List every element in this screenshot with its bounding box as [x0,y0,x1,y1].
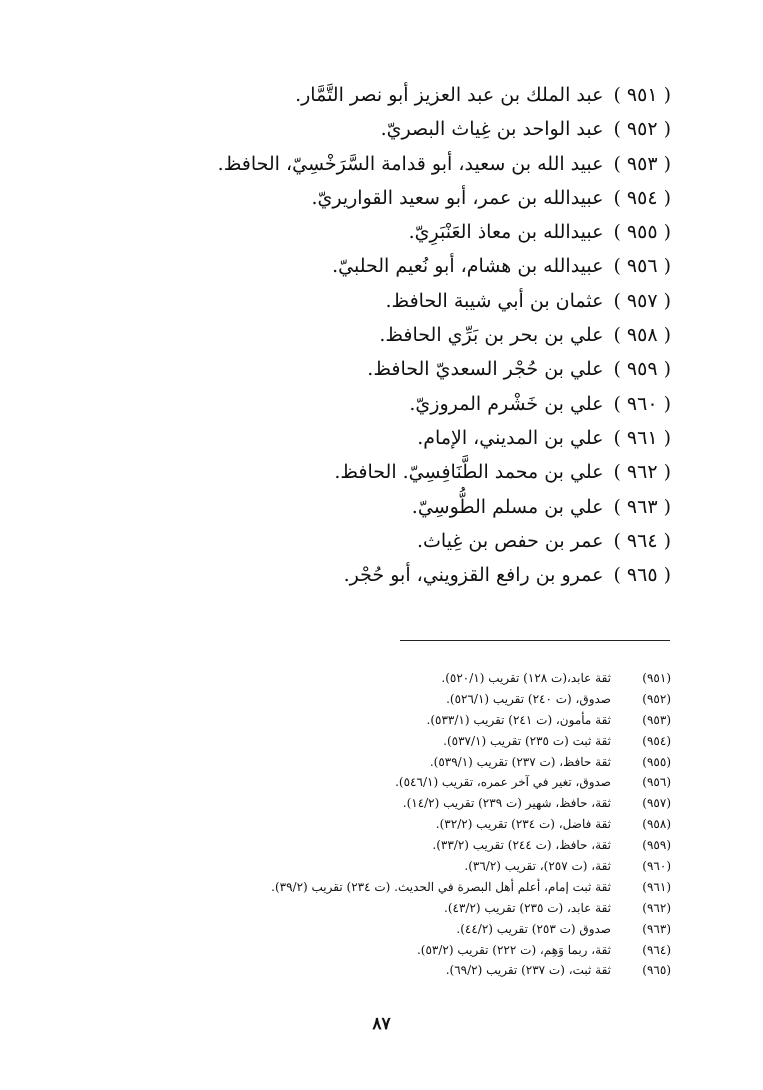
footnote-text: ثقة ثبت، (ت ٢٣٧) تقريب (٦٩/٢). [445,963,611,978]
footnote [111,814,671,835]
narrator-list [151,78,671,592]
entry-text: عبيدالله بن عمر، أبو سعيد القواريريّ. [311,186,604,209]
footnote-text: ثقة ثبت إمام، أعلم أهل البصرة في الحديث. (ت ٢٣٤) تقريب (٣٩/٢). [271,879,611,894]
footnote [111,731,671,752]
narrator-entry [151,352,671,386]
footnote [111,668,671,689]
narrator-entry [151,558,671,592]
footnote-number: (٩٦٢) [642,900,671,915]
entry-text: عبيدالله بن هشام، أبو نُعيم الحلبيّ. [332,255,604,278]
footnote-number: (٩٦١) [642,879,671,894]
narrator-entry [151,421,671,455]
entry-number: ( ٩٥٧ ) [613,289,671,312]
footnote-divider [400,640,670,641]
footnote-number: (٩٥٦) [642,775,671,790]
footnote [111,919,671,940]
footnote [111,960,671,981]
footnote-number: (٩٥٥) [642,754,671,769]
narrator-entry [151,490,671,524]
entry-text: عبد الملك بن عبد العزيز أبو نصر التَّمَّار. [295,84,604,106]
footnote-number: (٩٥٧) [642,796,671,811]
narrator-entry [151,215,671,249]
entry-number: ( ٩٦٠ ) [613,392,671,415]
narrator-entry [151,284,671,318]
entry-number: ( ٩٥٨ ) [613,324,671,347]
footnote-number: (٩٥٣) [642,712,671,727]
narrator-entry [151,112,671,146]
entry-number: ( ٩٦٥ ) [613,564,671,587]
footnote-text: ثقة ثبت (ت ٢٣٥) تقريب (٥٣٧/١). [443,733,611,748]
footnote-text: صدوق (ت ٢٥٣) تقريب (٤٤/٢). [456,921,611,936]
entry-number: ( ٩٥٣ ) [613,152,671,175]
narrator-entry [151,318,671,352]
entry-number: ( ٩٦٢ ) [613,461,671,484]
footnote-list [111,668,671,981]
entry-number: ( ٩٦١ ) [613,426,671,449]
entry-number: ( ٩٦٣ ) [613,495,671,518]
entry-number: ( ٩٥٥ ) [613,221,671,244]
entry-text: عثمان بن أبي شيبة الحافظ. [385,289,604,312]
narrator-entry [151,181,671,215]
footnote-number: (٩٦٤) [642,942,671,957]
footnote [111,793,671,814]
footnote [111,689,671,710]
footnote-text: ثقة، ربما وَهِم، (ت ٢٢٢) تقريب (٥٣/٢). [416,942,611,957]
entry-text: علي بن حُجْر السعديّ الحافظ. [367,358,604,381]
entry-text: عبيد الله بن سعيد، أبو قدامة السَّرَخْسِيّ، الحافظ. [217,152,604,175]
footnote [111,898,671,919]
entry-number: ( ٩٥٦ ) [613,255,671,278]
entry-text: عبد الواحد بن غِياث البصريّ. [380,118,604,141]
footnote-number: (٩٥٨) [642,817,671,832]
entry-number: ( ٩٥٢ ) [613,118,671,141]
footnote-text: ثقة، حافظ، شهير (ت ٢٣٩) تقريب (١٤/٢). [402,796,611,811]
narrator-entry [151,78,671,112]
entry-text: علي بن المديني، الإمام. [417,426,604,449]
entry-text: علي بن خَشْرم المروزيّ. [409,392,604,415]
footnote-text: ثقة عابد،(ت ١٢٨) تقريب (٥٢٠/١). [441,671,611,685]
footnote [111,752,671,773]
entry-number: ( ٩٥١ ) [613,84,671,106]
narrator-entry [151,249,671,283]
narrator-entry [151,147,671,181]
footnote-text: ثقة، (ت ٢٥٧)، تقريب (٣٦/٢). [464,859,611,874]
footnote [111,835,671,856]
entry-text: عمرو بن رافع القزويني، أبو حُجْر. [343,564,604,587]
footnote-number: (٩٥١) [642,671,671,685]
footnote [111,772,671,793]
entry-number: ( ٩٦٤ ) [613,529,671,552]
entry-text: علي بن مسلم الطُّوسِيّ. [411,495,604,518]
footnote [111,856,671,877]
footnote-text: ثقة حافظ، (ت ٢٣٧) تقريب (٥٣٩/١). [429,754,611,769]
footnote-text: ثقة مأمون، (ت ٢٤١) تقريب (٥٣٣/١). [426,712,611,727]
footnote [111,710,671,731]
narrator-entry [151,455,671,489]
entry-text: عمر بن حفص بن غِياث. [416,529,604,552]
footnote-number: (٩٦٠) [642,859,671,874]
footnote-number: (٩٦٥) [642,963,671,978]
footnote-number: (٩٥٤) [642,733,671,748]
footnote-number: (٩٥٩) [642,838,671,853]
entry-text: علي بن محمد الطَّنَافِسِيّ. الحافظ. [334,461,604,484]
footnote-number: (٩٥٢) [642,691,671,706]
footnote [111,940,671,961]
footnote-text: صدوق، (ت ٢٤٠) تقريب (٥٢٦/١). [446,691,611,706]
entry-number: ( ٩٥٤ ) [613,186,671,209]
footnote-text: صدوق، تغير في آخر عمره، تقريب (٥٤٦/١). [395,775,611,790]
entry-text: علي بن بحر بن بَرِّي الحافظ. [379,324,604,347]
page-number: ٨٧ [372,1014,391,1034]
entry-number: ( ٩٥٩ ) [613,358,671,381]
footnote-text: ثقة، حافظ، (ت ٢٤٤) تقريب (٣٣/٢). [432,838,611,853]
footnote-text: ثقة عابد، (ت ٢٣٥) تقريب (٤٣/٢). [444,900,611,915]
footnote-text: ثقة فاضل، (ت ٢٣٤) تقريب (٣٢/٢). [435,817,611,832]
footnote-number: (٩٦٣) [642,921,671,936]
entry-text: عبيدالله بن معاذ العَنْبَرِيّ. [408,221,604,244]
narrator-entry [151,387,671,421]
narrator-entry [151,524,671,558]
footnote [111,877,671,898]
